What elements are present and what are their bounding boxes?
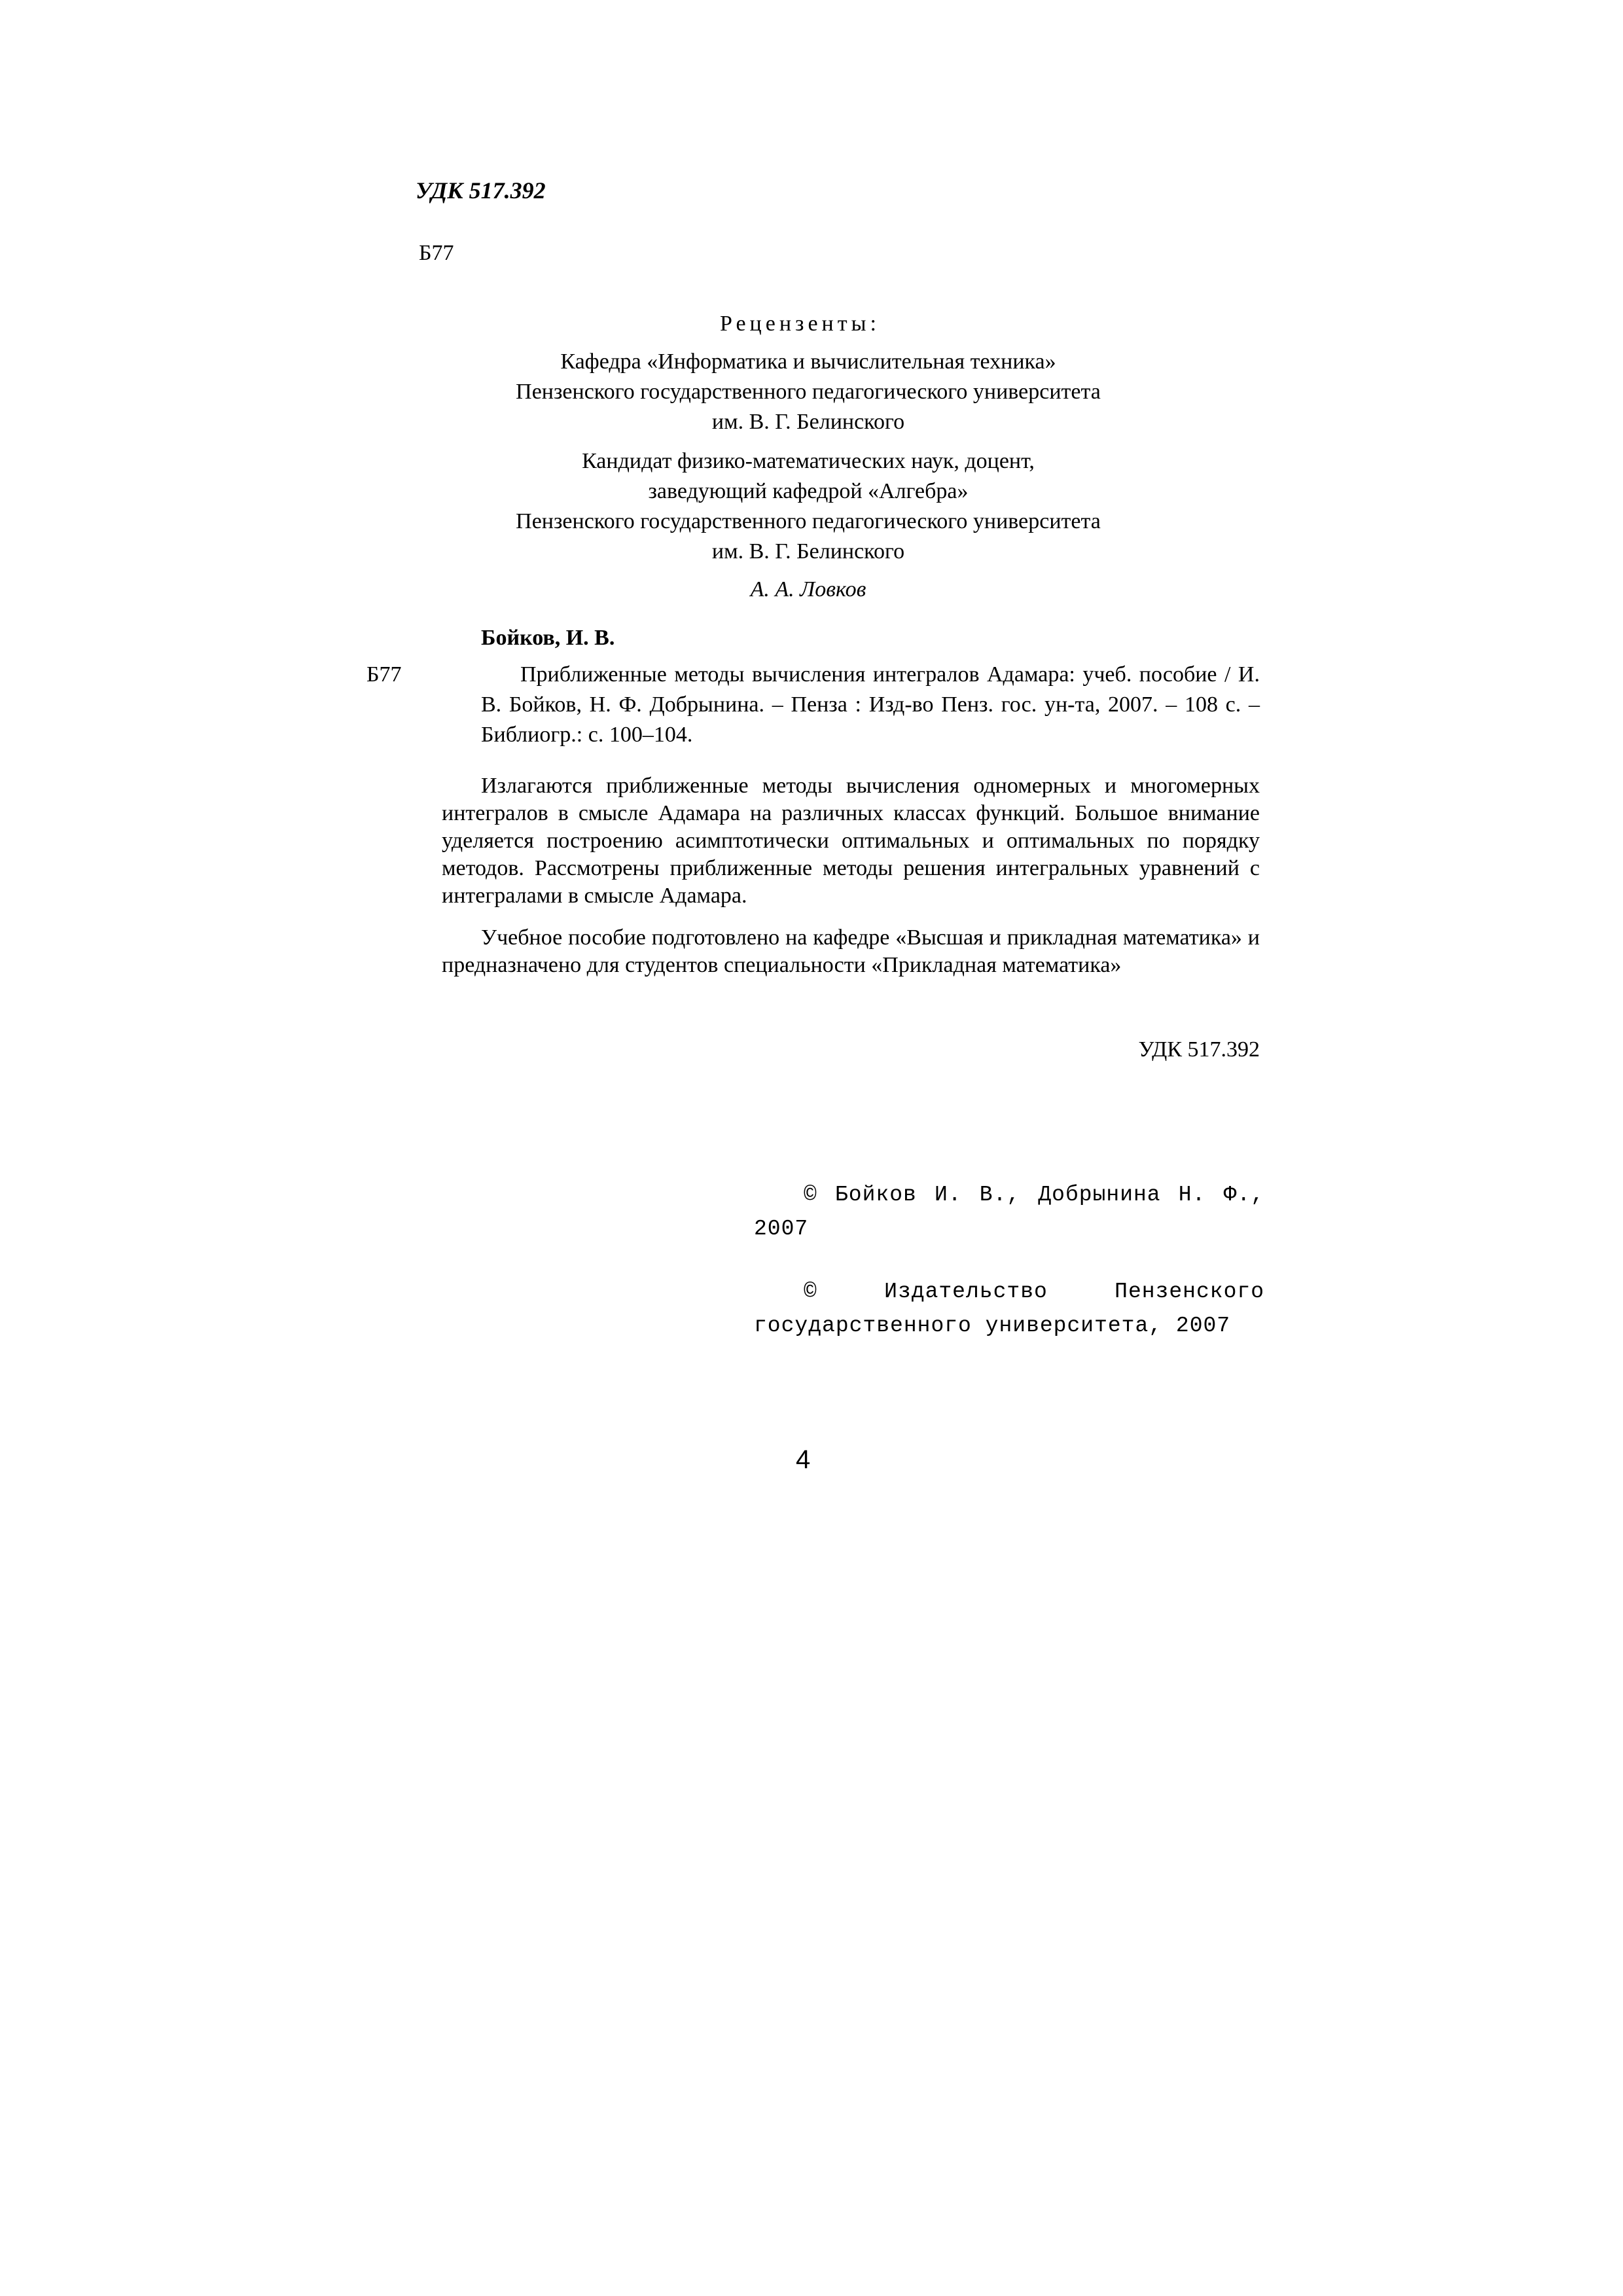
reviewer-second [458, 446, 1158, 605]
reviewer-second-name: А. А. Ловков [750, 577, 866, 601]
reviewer-first-line: Пензенского государственного педагогического университета [516, 380, 1101, 404]
abstract-paragraph-2: Учебное пособие подготовлено на кафедре «Высшая и прикладная математика» и предназначено для студентов специальности «Прикладная математика» [442, 925, 1260, 977]
copyright-authors: © Бойков И. В., Добрынина Н. Ф., 2007 [754, 1183, 1264, 1241]
book-code: Б77 [419, 241, 454, 265]
abstract-paragraph-1: Излагаются приближенные методы вычисления одномерных и многомерных интегралов в смысле Адамара на различных классах функций. Большое внимание уделяется построению асимптотически оптимальных и оптимальных по порядку методов. Рассмотрены приближенные методы решения интегральных уравнений с интегралами в смысле Адамара. [442, 774, 1260, 908]
reviewer-second-line: им. В. Г. Белинского [711, 539, 905, 564]
reviewer-second-line: заведующий кафедрой «Алгебра» [648, 479, 969, 503]
reviewer-first-line: им. В. Г. Белинского [711, 410, 905, 434]
reviewer-first [458, 347, 1158, 437]
page-number: 4 [796, 1445, 811, 1474]
copyright-publisher: © Издательство Пензенского государственного университета, 2007 [754, 1280, 1264, 1338]
reviewer-second-line: Пензенского государственного педагогического университета [516, 509, 1101, 533]
catalog-code: Б77 [366, 662, 402, 687]
reviewer-second-line: Кандидат физико-математических наук, доцент, [582, 449, 1035, 473]
udk-footer: УДК 517.392 [1138, 1037, 1260, 1062]
udk-header: УДК 517.392 [416, 177, 546, 204]
reviewers-heading: Рецензенты: [720, 312, 880, 336]
catalog-description: Приближенные методы вычисления интегралов Адамара: учеб. пособие / И. В. Бойков, Н. Ф. Добрынина. – Пенза : Изд-во Пенз. гос. ун-та, 2007. – 108 с. – Библиогр.: с. 100–104. [481, 662, 1260, 747]
reviewer-first-line: Кафедра «Информатика и вычислительная техника» [560, 350, 1056, 374]
catalog-author: Бойков, И. В. [481, 626, 615, 650]
